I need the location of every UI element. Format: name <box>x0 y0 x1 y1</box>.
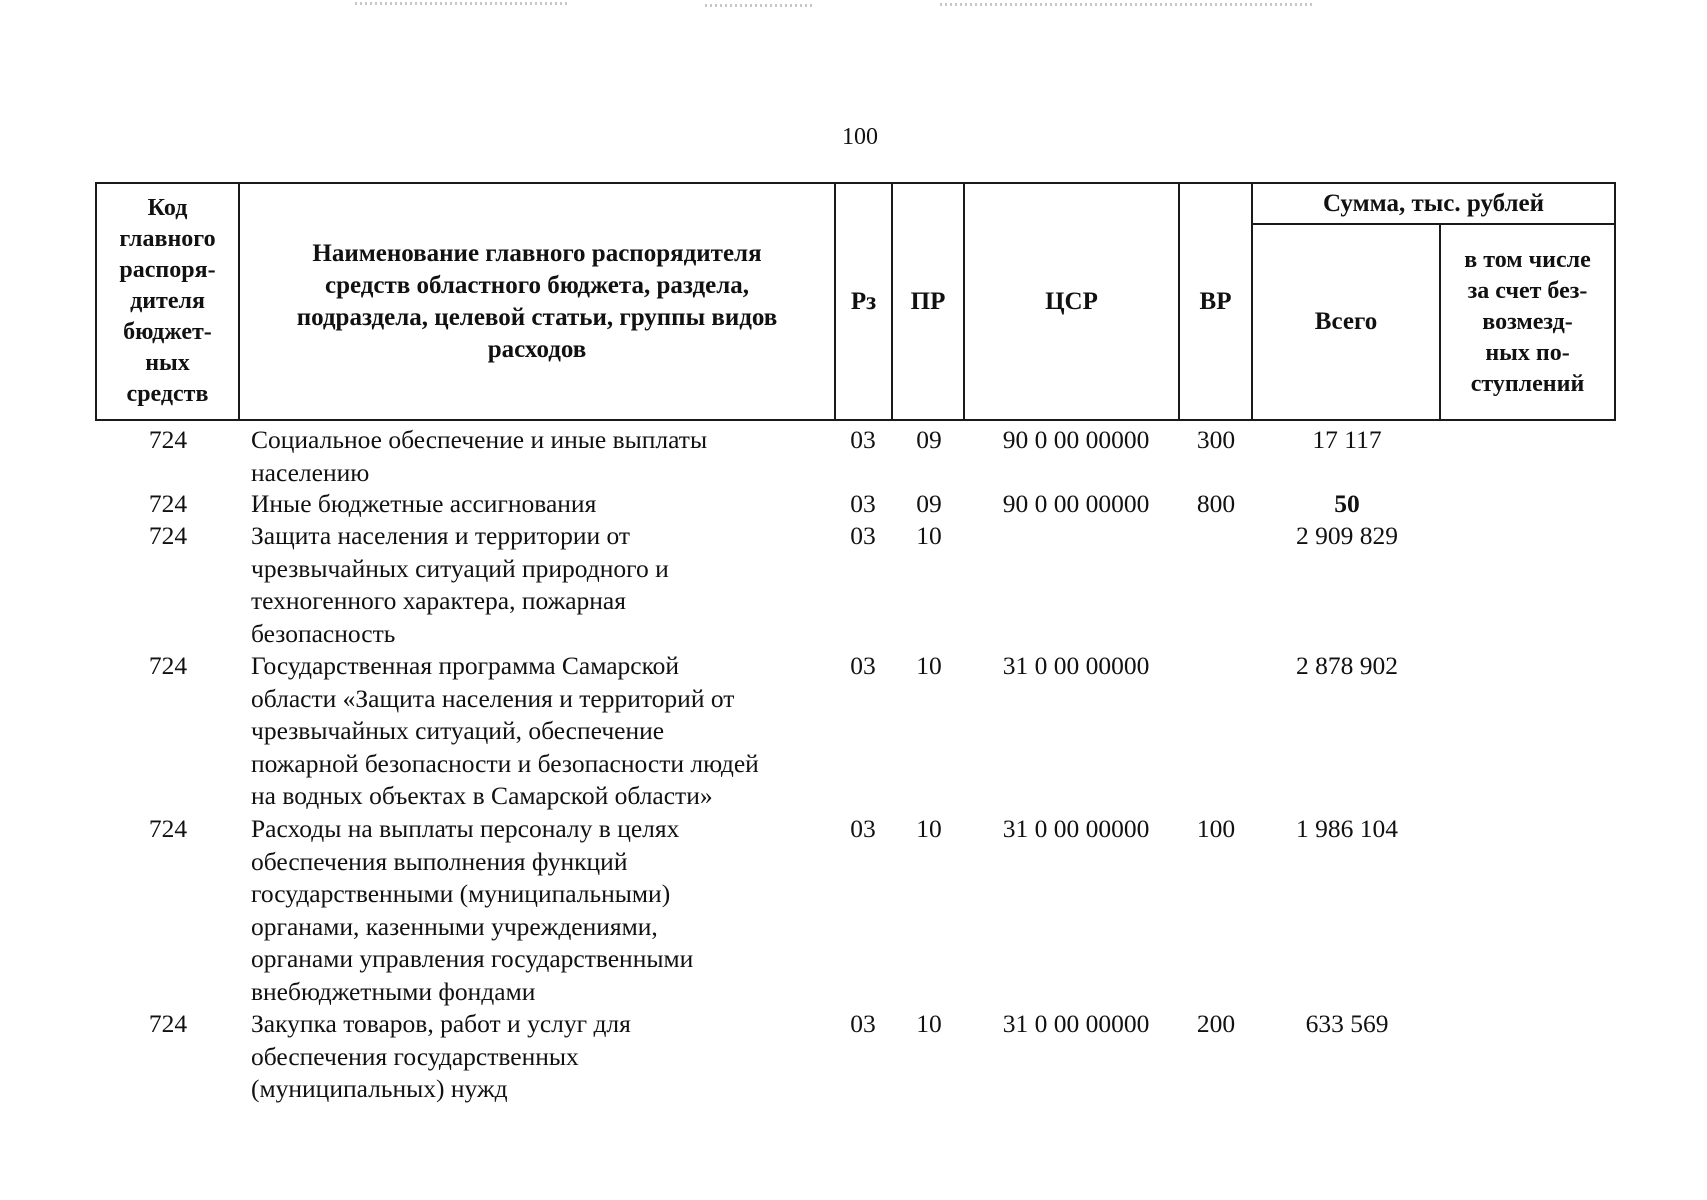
row-total: 2 878 902 <box>1296 651 1398 680</box>
header-free: в том числе за счет без- возмезд- ных по- ступлений <box>1440 224 1615 420</box>
scan-artifact <box>705 4 815 7</box>
page-number: 100 <box>842 124 878 150</box>
row-total: 633 569 <box>1305 1009 1389 1038</box>
row-pr: 10 <box>916 814 942 843</box>
row-total: 2 909 829 <box>1296 521 1398 550</box>
row-rz: 03 <box>850 1009 876 1038</box>
row-name: Закупка товаров, работ и услуг для обеспечения государственных (муниципальных) нужд <box>251 1009 631 1103</box>
row-vr: 800 <box>1196 489 1236 518</box>
header-code: Код главного распоря- дителя бюджет- ных средств <box>96 183 239 420</box>
row-csr: 90 0 00 00000 <box>1002 489 1150 518</box>
row-code: 724 <box>148 425 188 454</box>
row-name: Социальное обеспечение и иные выплаты населению <box>251 425 708 487</box>
table-header <box>95 182 1616 421</box>
row-code: 724 <box>148 521 188 550</box>
header-rz: Рз <box>835 183 892 420</box>
row-pr: 10 <box>916 651 942 680</box>
row-rz: 03 <box>850 651 876 680</box>
row-name: Расходы на выплаты персоналу в целях обеспечения выполнения функций государственными (муниципальными) органами, казенными учреждениями, органами управления государственными внебюджетными фондами <box>251 814 694 1006</box>
row-csr: 31 0 00 00000 <box>1002 651 1150 680</box>
row-csr: 31 0 00 00000 <box>1002 814 1150 843</box>
header-pr: ПР <box>892 183 964 420</box>
row-vr: 200 <box>1196 1009 1236 1038</box>
row-pr: 09 <box>916 425 942 454</box>
row-total: 50 <box>1334 489 1360 518</box>
row-csr: 90 0 00 00000 <box>1002 425 1150 454</box>
row-code: 724 <box>148 1009 188 1038</box>
header-sum-group: Сумма, тыс. рублей <box>1252 183 1615 224</box>
scan-artifact <box>355 2 570 5</box>
row-name: Иные бюджетные ассигнования <box>251 489 597 518</box>
row-vr: 100 <box>1196 814 1236 843</box>
row-rz: 03 <box>850 489 876 518</box>
row-total: 1 986 104 <box>1296 814 1398 843</box>
row-total: 17 117 <box>1312 425 1382 454</box>
row-code: 724 <box>148 814 188 843</box>
row-pr: 10 <box>916 521 942 550</box>
row-rz: 03 <box>850 814 876 843</box>
row-name: Государственная программа Самарской области «Защита населения и территорий от чрезвычайных ситуаций, обеспечение пожарной безопасности и безопасности людей на водных объектах в Самарской области» <box>251 651 759 810</box>
row-pr: 10 <box>916 1009 942 1038</box>
row-csr: 31 0 00 00000 <box>1002 1009 1150 1038</box>
scan-artifact <box>940 3 1315 6</box>
header-csr: ЦСР <box>964 183 1179 420</box>
row-code: 724 <box>148 489 188 518</box>
row-pr: 09 <box>916 489 942 518</box>
header-vr: ВР <box>1179 183 1252 420</box>
row-rz: 03 <box>850 425 876 454</box>
row-rz: 03 <box>850 521 876 550</box>
header-total: Всего <box>1252 224 1440 420</box>
header-name: Наименование главного распорядителя средств областного бюджета, раздела, подраздела, целевой статьи, группы видов расходов <box>239 183 835 420</box>
row-code: 724 <box>148 651 188 680</box>
row-vr: 300 <box>1196 425 1236 454</box>
row-name: Защита населения и территории от чрезвычайных ситуаций природного и техногенного характера, пожарная безопасность <box>251 521 669 648</box>
